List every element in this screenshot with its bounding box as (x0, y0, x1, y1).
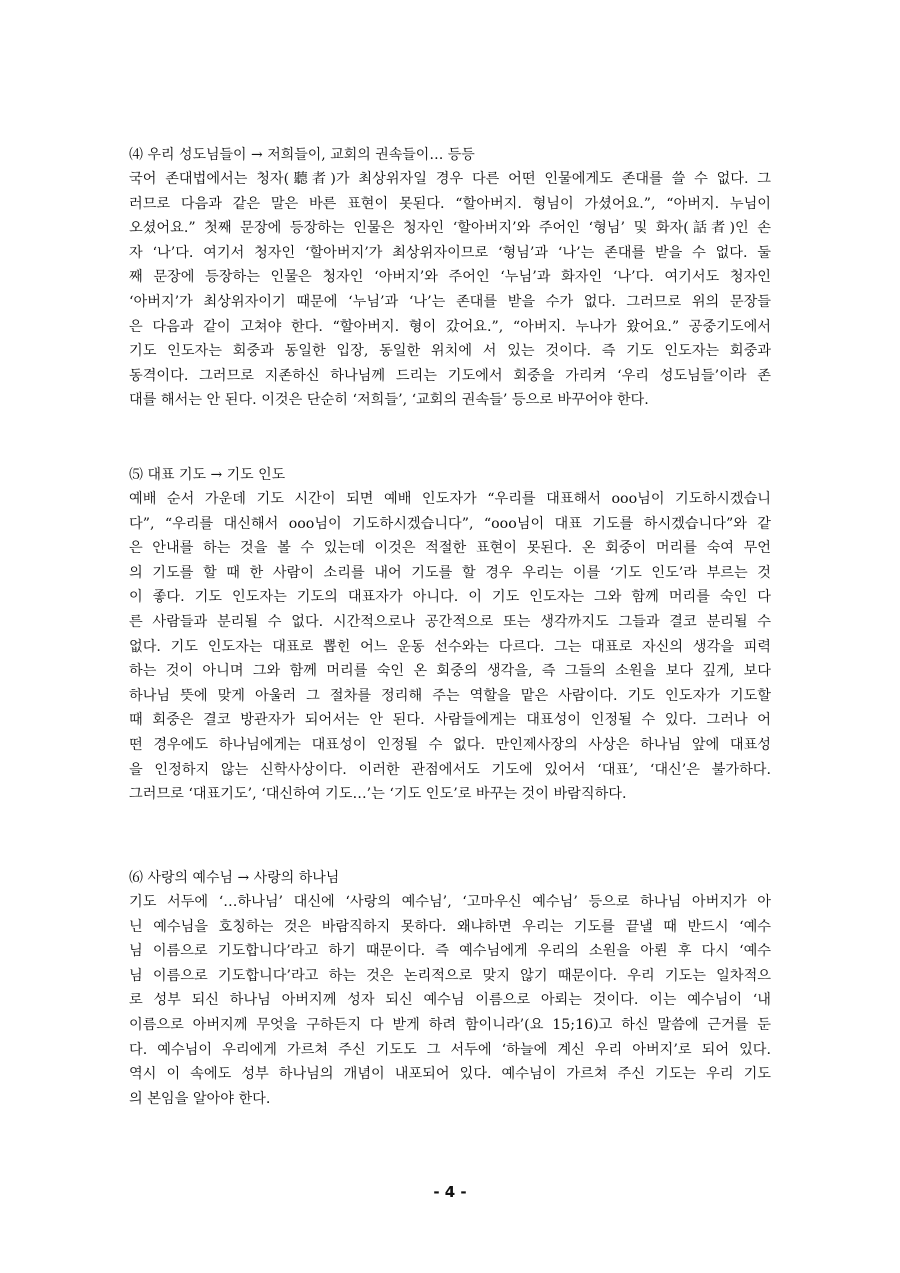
paragraph-line: 자 ‘나’다. 여기서 청자인 ‘할아버지’가 최상위자이므로 ‘형님’과 ‘나’는 존대를 받을 수 없다. 둘 (129, 244, 771, 261)
paragraph-line: 기도 인도자는 회중과 동일한 입장, 동일한 위치에 서 있는 것이다. 즉 기도 인도자는 회중과 (129, 343, 771, 360)
paragraph-line: 은 안내를 하는 것을 볼 수 있는데 이것은 적절한 표현이 못된다. 온 회중이 머리를 숙여 무언 (129, 540, 771, 557)
page-number: - 4 - (433, 1183, 467, 1201)
section-heading: ⑹ 사랑의 예수님 → 사랑의 하나님 (129, 870, 340, 886)
paragraph-line: 하는 것이 아니며 그와 함께 머리를 숙인 온 회중의 생각을, 즉 그들의 소원을 보다 깊게, 보다 (129, 663, 771, 680)
paragraph-line: 떤 경우에도 하나님에게는 대표성이 인정될 수 없다. 만인제사장의 사상은 하나님 앞에 대표성 (129, 736, 771, 753)
paragraph-line: 님 이름으로 기도합니다’라고 하는 것은 논리적으로 맞지 않기 때문이다. 우리 기도는 일차적으 (129, 967, 771, 984)
paragraph-line: 그러므로 ‘대표기도’, ‘대신하여 기도…’는 ‘기도 인도’로 바꾸는 것이 바람직하다. (129, 786, 627, 803)
paragraph-line: 로 성부 되신 하나님 아버지께 성자 되신 예수님 이름으로 아뢰는 것이다. 이는 예수님이 ‘내 (129, 992, 771, 1009)
paragraph-line: 닌 예수님을 호칭하는 것은 바람직하지 못하다. 왜냐하면 우리는 기도를 끝낼 때 반드시 ‘예수 (129, 918, 771, 935)
section-6 (129, 866, 771, 1111)
paragraph-line: 예배 순서 가운데 기도 시간이 되면 예배 인도자가 “우리를 대표해서 ooo님이 기도하시겠습니 (129, 491, 771, 507)
paragraph-line: 의 본임을 알아야 한다. (129, 1090, 271, 1107)
paragraph-line: 째 문장에 등장하는 인물은 청자인 ‘아버지’와 주어인 ‘누님’과 화자인 ‘나’다. 여기서도 청자인 (129, 269, 771, 286)
paragraph-line: 기도 서두에 ‘…하나님’ 대신에 ‘사랑의 예수님’, ‘고마우신 예수님’ 등으로 하나님 아버지가 아 (129, 894, 771, 910)
paragraph-line: 이 좋다. 기도 인도자는 기도의 대표자가 아니다. 이 기도 인도자는 그와 함께 머리를 숙인 다 (129, 589, 771, 606)
paragraph-line: 대를 해서는 안 된다. 이것은 단순히 ‘저희들’, ‘교회의 권속들’ 등으로 바꾸어야 한다. (129, 392, 649, 409)
section-5 (129, 463, 771, 807)
paragraph-line: 다. 예수님이 우리에게 가르쳐 주신 기도도 그 서두에 ‘하늘에 계신 우리 아버지’로 되어 있다. (129, 1041, 771, 1058)
section-heading: ⑷ 우리 성도님들이 → 저희들이, 교회의 권속들이… 등등 (129, 147, 475, 163)
paragraph-line: 국어 존대법에서는 청자(聽者)가 최상위자일 경우 다른 어떤 인물에게도 존대를 쓸 수 없다. 그 (129, 171, 771, 187)
paragraph-line: 동격이다. 그러므로 지존하신 하나님께 드리는 기도에서 회중을 가리켜 ‘우리 성도님들’이라 존 (129, 367, 771, 384)
paragraph-line: 때 회중은 결코 방관자가 되어서는 안 된다. 사람들에게는 대표성이 인정될 수 있다. 그러나 어 (129, 712, 771, 729)
paragraph-line: 을 인정하지 않는 신학사상이다. 이러한 관점에서도 기도에 있어서 ‘대표’, ‘대신’은 불가하다. (129, 761, 771, 778)
paragraph-line: ‘아버지’가 최상위자이기 때문에 ‘누님’과 ‘나’는 존대를 받을 수가 없다. 그러므로 위의 문장들 (129, 293, 771, 310)
section-heading: ⑸ 대표 기도 → 기도 인도 (129, 467, 286, 483)
paragraph-line: 른 사람들과 분리될 수 없다. 시간적으로나 공간적으로 또는 생각까지도 그들과 결코 분리될 수 (129, 613, 771, 630)
paragraph-line: 이름으로 아버지께 무엇을 구하든지 다 받게 하려 함이니라’(요 15;16)고 하신 말씀에 근거를 둔 (129, 1016, 771, 1033)
paragraph-line: 없다. 기도 인도자는 대표로 뽑힌 어느 운동 선수와는 다르다. 그는 대표로 자신의 생각을 피력 (129, 638, 771, 655)
paragraph-line: 은 다음과 같이 고쳐야 한다. “할아버지. 형이 갔어요.”, “아버지. 누나가 왔어요.” 공중기도에서 (129, 318, 771, 335)
paragraph-line: 러므로 다음과 같은 말은 바른 표현이 못된다. “할아버지. 형님이 가셨어요.”, “아버지. 누님이 (129, 195, 771, 212)
paragraph-line: 다”, “우리를 대신해서 ooo님이 기도하시겠습니다”, “ooo님이 대표 기도를 하시겠습니다”와 같 (129, 515, 771, 532)
paragraph-line: 역시 이 속에도 성부 하나님의 개념이 내포되어 있다. 예수님이 가르쳐 주신 기도는 우리 기도 (129, 1066, 771, 1083)
section-4 (129, 143, 771, 413)
paragraph-line: 오셨어요.” 첫째 문장에 등장하는 인물은 청자인 ‘할아버지’와 주어인 ‘형님’ 및 화자(話者)인 손 (129, 220, 771, 237)
paragraph-line: 의 기도를 할 때 한 사람이 소리를 내어 기도를 할 경우 우리는 이를 ‘기도 인도’라 부르는 것 (129, 564, 771, 581)
paragraph-line: 하나님 뜻에 맞게 아울러 그 절차를 정리해 주는 역할을 맡은 사람이다. 기도 인도자가 기도할 (129, 687, 771, 704)
paragraph-line: 님 이름으로 기도합니다’라고 하기 때문이다. 즉 예수님에게 우리의 소원을 아뢴 후 다시 ‘예수 (129, 943, 771, 960)
